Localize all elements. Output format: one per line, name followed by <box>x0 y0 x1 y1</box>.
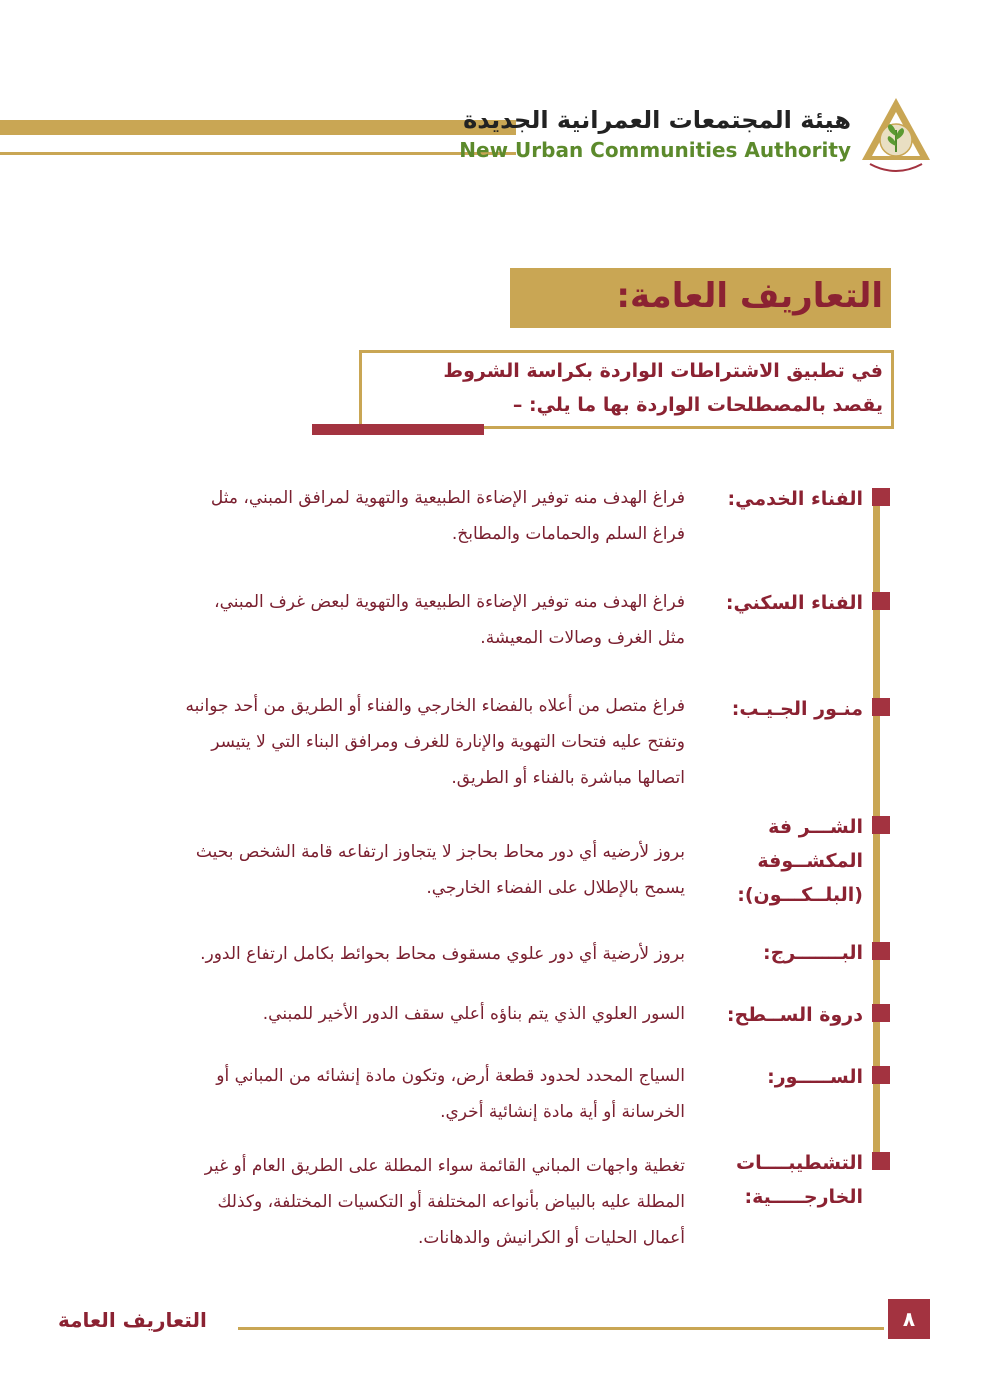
term-label: الســـــور: <box>767 1066 863 1088</box>
term-label: الشـــر فة المكشــوفة (البلــكـــون): <box>737 816 863 906</box>
org-name-arabic: هيئة المجتمعات العمرانية الجديدة <box>463 106 851 134</box>
footer-line <box>238 1327 884 1330</box>
definition-text: فراغ متصل من أعلاه بالفضاء الخارجي والفناء أو الطريق من أحد جوانبه وتفتح عليه فتحات التهوية والإنارة للغرف ومرافق البناء التي لا يتيسر اتصالها مباشرة بالفناء أو الطريق. <box>185 696 685 788</box>
bullet-square <box>872 1066 890 1084</box>
org-name-english: New Urban Communities Authority <box>459 138 851 162</box>
bullet-square <box>872 592 890 610</box>
header-gold-bar <box>0 120 516 135</box>
bullet-square <box>872 1004 890 1022</box>
term-label: الفناء السكني: <box>725 592 863 614</box>
term-label: منـور الجـيـب: <box>731 698 863 720</box>
intro-line-1: في تطبيق الاشتراطات الواردة بكراسة الشروط <box>443 360 883 382</box>
bullet-square <box>872 488 890 506</box>
term-label: البـــــــرج: <box>763 942 863 964</box>
page-title: التعاريف العامة: <box>616 276 883 316</box>
term-label: دروة الســطح: <box>726 1004 863 1026</box>
definition-text: تغطية واجهات المباني القائمة سواء المطلة على الطريق العام أو غير المطلة عليه بالبياض بأنواعه المختلفة أو التكسيات المختلفة، وكذلك أعمال الحليات أو الكرانيش والدهانات. <box>204 1156 685 1248</box>
bullet-square <box>872 816 890 834</box>
intro-accent-bar <box>312 424 484 435</box>
intro-line-2: يقصد بالمصطلحات الواردة بها ما يلي: – <box>512 394 883 416</box>
footer-section-title: التعاريف العامة <box>58 1308 207 1332</box>
term-label: التشطيبــــات الخارجـــــية: <box>736 1152 863 1208</box>
page-number: ٨ <box>888 1299 930 1339</box>
definition-text: السياج المحدد لحدود قطعة أرض، وتكون مادة إنشائه من المباني أو الخرسانة أو أية مادة إنشائية أخري. <box>216 1066 685 1122</box>
definition-text: فراغ الهدف منه توفير الإضاءة الطبيعية والتهوية لمرافق المبني، مثل فراغ السلم والحمامات والمطابخ. <box>210 488 685 544</box>
bullet-square <box>872 942 890 960</box>
header-gold-line <box>0 152 516 155</box>
bullet-square <box>872 1152 890 1170</box>
nuca-logo-icon <box>860 96 932 178</box>
definition-text: بروز لأرضية أي دور علوي مسقوف محاط بحوائط بكامل ارتفاع الدور. <box>200 944 685 964</box>
definition-text: السور العلوي الذي يتم بناؤه أعلي سقف الدور الأخير للمبني. <box>262 1004 685 1024</box>
definition-text: بروز لأرضيه أي دور محاط بحاجز لا يتجاوز ارتفاعه قامة الشخص بحيث يسمح بالإطلال على الفضاء الخارجي. <box>195 842 685 898</box>
bullet-square <box>872 698 890 716</box>
definition-text: فراغ الهدف منه توفير الإضاءة الطبيعية والتهوية لبعض غرف المبني، مثل الغرف وصالات المعيشة. <box>214 592 685 648</box>
term-label: الفناء الخدمي: <box>727 488 863 510</box>
